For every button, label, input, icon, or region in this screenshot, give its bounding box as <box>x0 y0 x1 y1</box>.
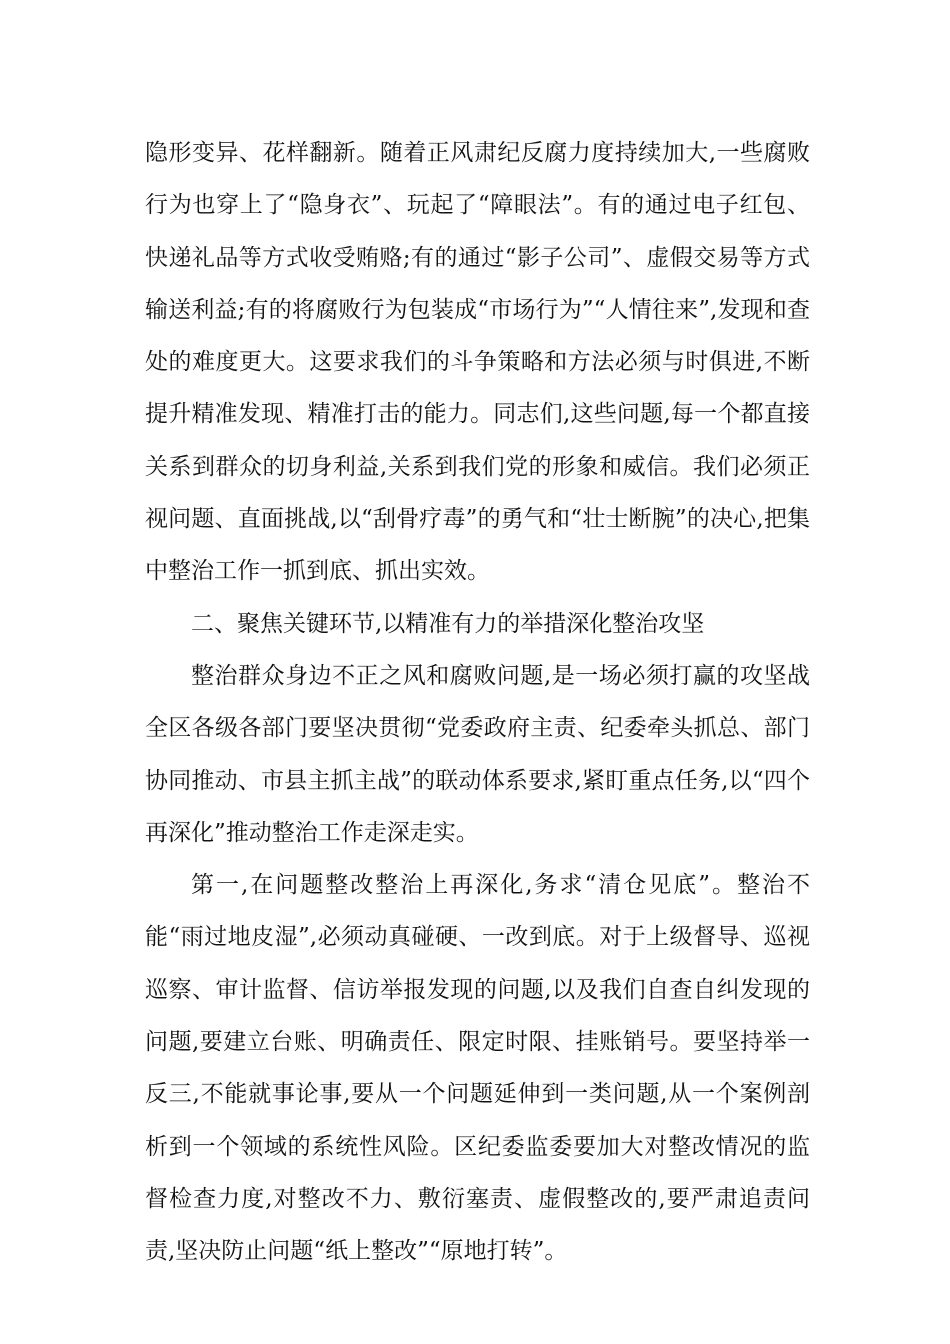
paragraph: 整治群众身边不正之风和腐败问题,是一场必须打赢的攻坚战全区各级各部门要坚决贯彻“党委政府主责、纪委牵头抓总、部门协同推动、市县主抓主战”的联动体系要求,紧盯重点任务,以“四个再深化”推动整治工作走深走实。 <box>145 662 810 846</box>
document-body <box>145 127 810 1278</box>
paragraph-continued: 隐形变异、花样翻新。随着正风肃纪反腐力度持续加大,一些腐败行为也穿上了“隐身衣”、玩起了“障眼法”。有的通过电子红包、快递礼品等方式收受贿赂;有的通过“影子公司”、虚假交易等方式输送利益;有的将腐败行为包装成“市场行为”“人情往来”,发现和查处的难度更大。这要求我们的斗争策略和方法必须与时俱进,不断提升精准发现、精准打击的能力。同志们,这些问题,每一个都直接关系到群众的切身利益,关系到我们党的形象和威信。我们必须正视问题、直面挑战,以“刮骨疗毒”的勇气和“壮士断腕”的决心,把集中整治工作一抓到底、抓出实效。 <box>145 140 810 585</box>
section-heading: 二、聚焦关键环节,以精准有力的举措深化整治攻坚 <box>191 610 705 637</box>
paragraph: 第一,在问题整改整治上再深化,务求“清仓见底”。整治不能“雨过地皮湿”,必须动真碰硬、一改到底。对于上级督导、巡视巡察、审计监督、信访举报发现的问题,以及我们自查自纠发现的问题,要建立台账、明确责任、限定时限、挂账销号。要坚持举一反三,不能就事论事,要从一个问题延伸到一类问题,从一个案例剖析到一个领域的系统性风险。区纪委监委要加大对整改情况的监督检查力度,对整改不力、敷衍塞责、虚假整改的,要严肃追责问责,坚决防止问题“纸上整改”“原地打转”。 <box>145 872 810 1265</box>
